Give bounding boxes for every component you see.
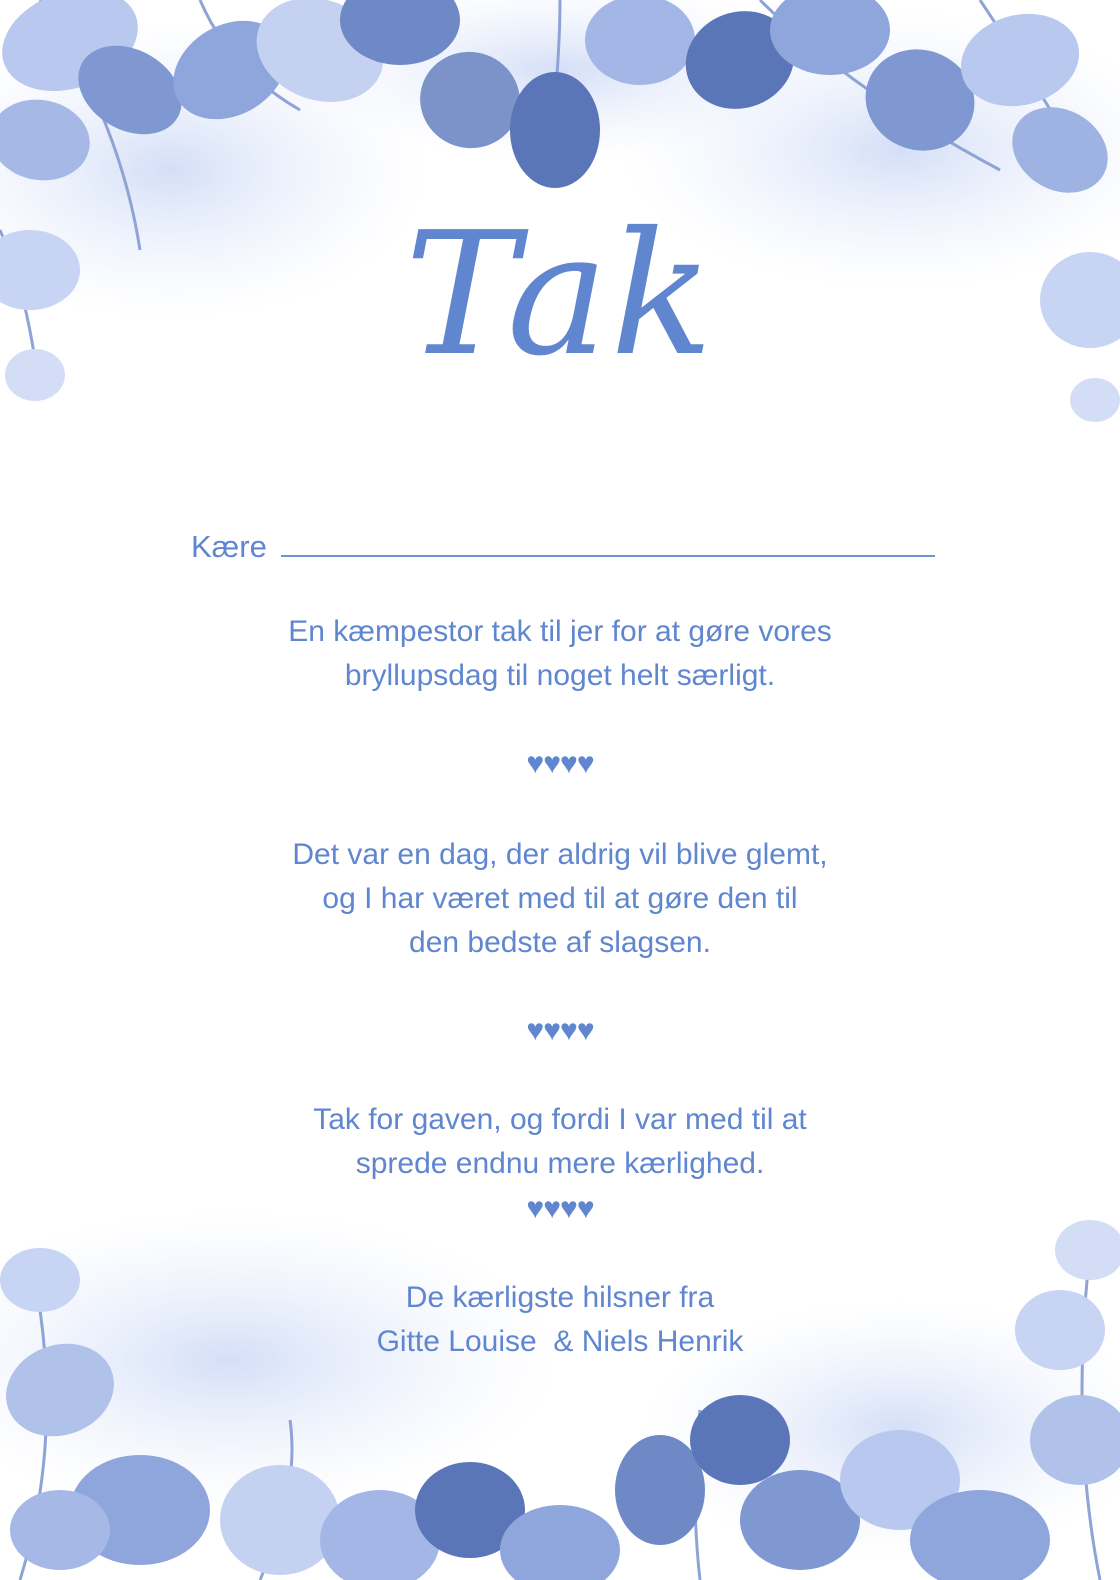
signature-names: Gitte Louise & Niels Henrik [376,1325,744,1358]
paragraph-line: En kæmpestor tak til jer for at gøre vores [288,615,832,648]
hearts-divider: ♥♥♥♥ [526,747,594,780]
hearts-divider: ♥♥♥♥ [526,1014,594,1047]
hearts-divider: ♥♥♥♥ [526,1192,594,1225]
paragraph-gift [0,1098,1120,1186]
paragraph-line: sprede endnu mere kærlighed. [355,1147,765,1180]
salutation [191,522,935,569]
recipient-name-line [281,522,935,557]
bottom-eucalyptus-decoration [0,1190,1120,1580]
card-title: Tak [404,196,716,394]
paragraph-thanks [0,610,1120,698]
paragraph-line: den bedste af slagsen. [409,926,711,959]
closing-line: De kærligste hilsner fra [405,1281,715,1314]
paragraph-line: Tak for gaven, og fordi I var med til at [313,1103,807,1136]
salutation-label: Kære [191,529,267,564]
paragraph-line: og I har været med til at gøre den til [322,882,798,915]
paragraph-day [0,833,1120,965]
paragraph-line: Det var en dag, der aldrig vil blive glemt, [292,838,828,871]
paragraph-line: bryllupsdag til noget helt særligt. [344,659,776,692]
closing-signature [0,1276,1120,1364]
